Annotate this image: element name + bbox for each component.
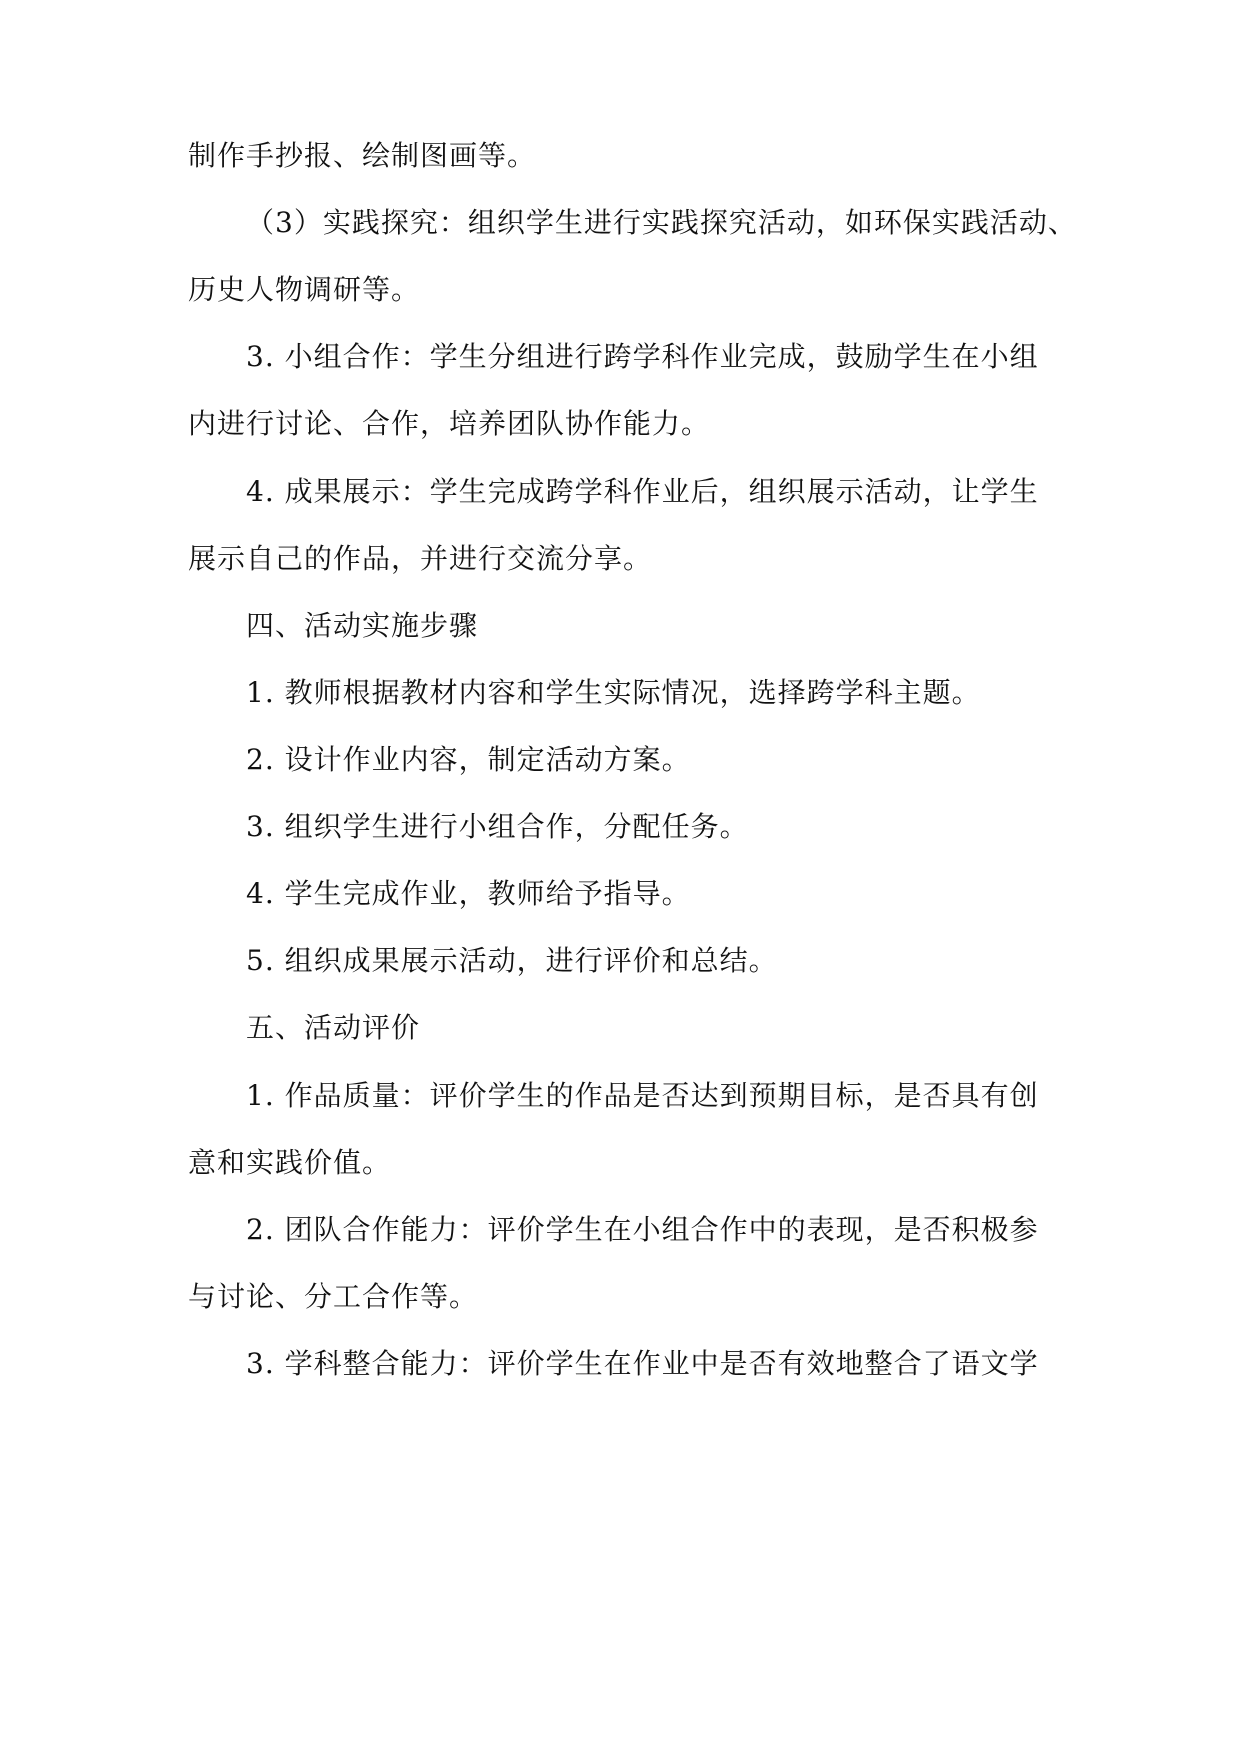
paragraph-line: 展示自己的作品，并进行交流分享。 <box>188 542 653 575</box>
list-item: 1. 作品质量：评价学生的作品是否达到预期目标，是否具有创 <box>246 1079 1039 1112</box>
list-item: 1. 教师根据教材内容和学生实际情况，选择跨学科主题。 <box>246 676 981 709</box>
paragraph-line: 历史人物调研等。 <box>188 273 421 306</box>
paragraph-line: 与讨论、分工合作等。 <box>188 1280 479 1313</box>
paragraph-line: 意和实践价值。 <box>188 1146 392 1179</box>
paragraph-line: （3）实践探究：组织学生进行实践探究活动，如环保实践活动、 <box>246 206 1077 239</box>
list-item: 3. 组织学生进行小组合作，分配任务。 <box>246 810 749 843</box>
section-heading: 四、活动实施步骤 <box>246 609 479 642</box>
paragraph-line: 内进行讨论、合作，培养团队协作能力。 <box>188 407 711 440</box>
paragraph-line: 制作手抄报、绘制图画等。 <box>188 139 537 172</box>
paragraph-line: 4. 成果展示：学生完成跨学科作业后，组织展示活动，让学生 <box>246 475 1039 508</box>
list-item: 4. 学生完成作业，教师给予指导。 <box>246 877 691 910</box>
list-item: 2. 设计作业内容，制定活动方案。 <box>246 743 691 776</box>
paragraph-line: 3. 小组合作：学生分组进行跨学科作业完成，鼓励学生在小组 <box>246 340 1039 373</box>
list-item: 3. 学科整合能力：评价学生在作业中是否有效地整合了语文学 <box>246 1347 1039 1380</box>
section-heading: 五、活动评价 <box>246 1011 421 1044</box>
list-item: 5. 组织成果展示活动，进行评价和总结。 <box>246 944 778 977</box>
list-item: 2. 团队合作能力：评价学生在小组合作中的表现，是否积极参 <box>246 1213 1039 1246</box>
